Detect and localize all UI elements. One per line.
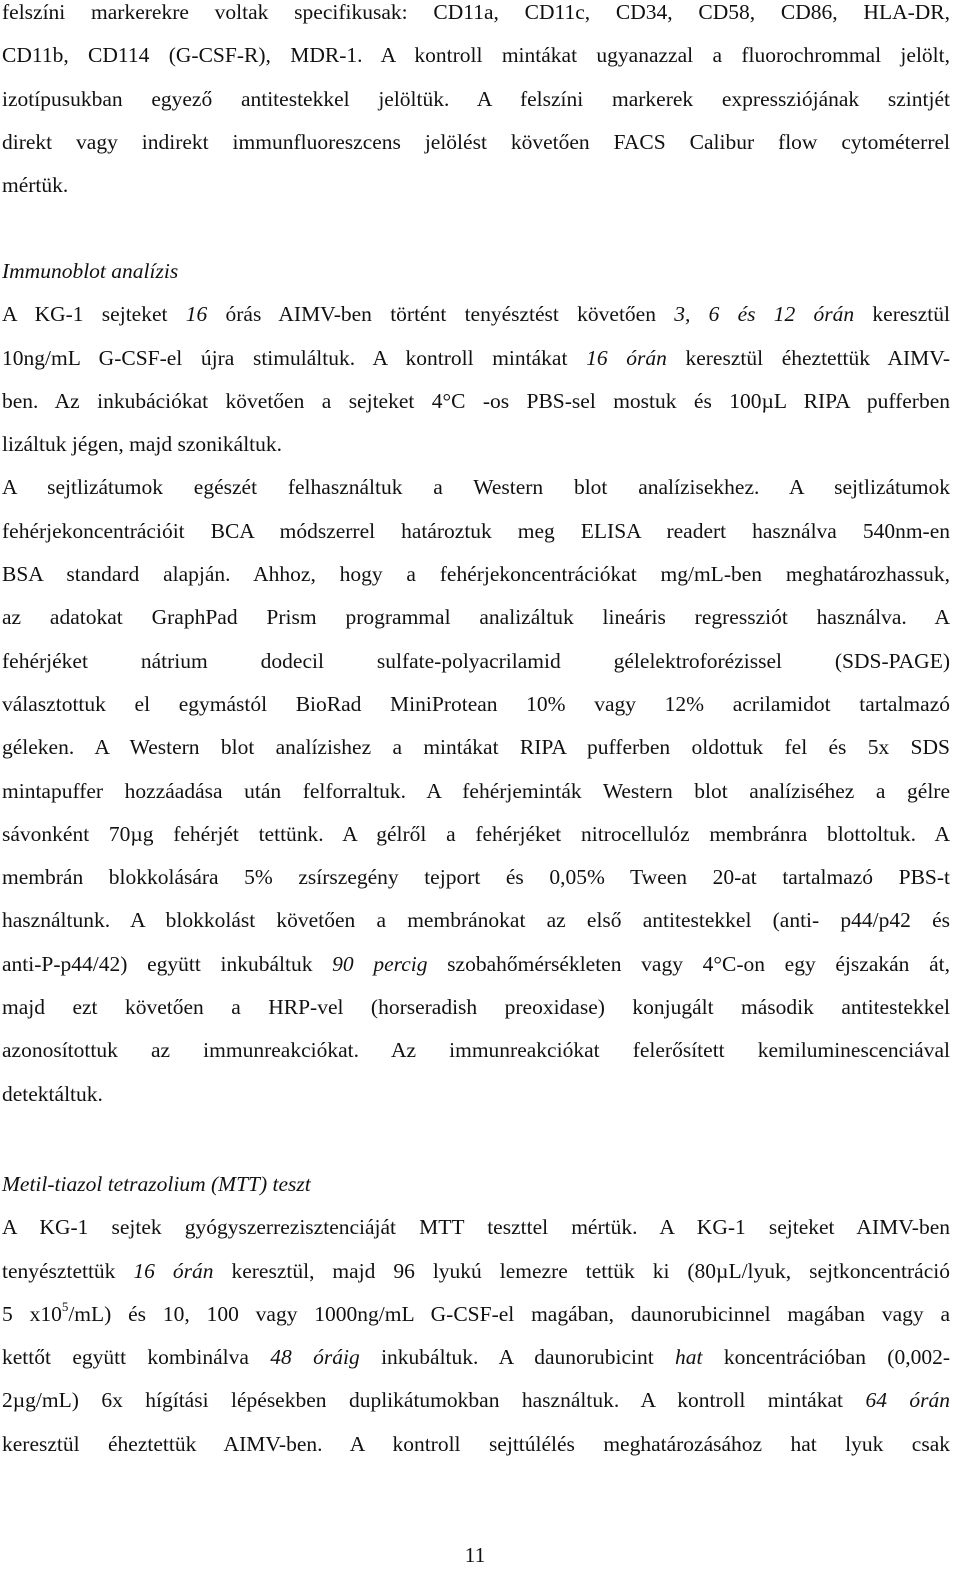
text-run: 2µg/mL) 6x hígítási lépésekben duplikátumokban használtuk. A kontroll mintákat [2, 1388, 866, 1413]
text-run: kettőt együtt kombinálva [2, 1345, 271, 1370]
text-line: azonosítottuk az immunreakciókat. Az immunreakciókat felerősített kemiluminescenciával [2, 1038, 950, 1063]
section-heading: Metil-tiazol tetrazolium (MTT) teszt [2, 1172, 311, 1196]
text-line: választottuk el egymástól BioRad MiniProtean 10% vagy 12% acrilamidot tartalmazó [2, 691, 950, 716]
text-line: direkt vagy indirekt immunfluoreszcens jelölést követően FACS Calibur flow cytométerrel [2, 129, 950, 154]
immunoblot-section [2, 250, 950, 1116]
text-line: CD11b, CD114 (G-CSF-R), MDR-1. A kontroll mintákat ugyanazzal a fluorochrommal jelölt, [2, 43, 950, 68]
italic-run: 90 percig [332, 951, 428, 976]
text-line: lizáltuk jégen, majd szonikáltuk. [2, 432, 283, 457]
text-line [2, 293, 950, 336]
text-line: mértük. [2, 173, 69, 198]
italic-run: hat [675, 1345, 703, 1370]
text-line: fehérjéket nátrium dodecil sulfate-polyacrilamid gélelektroforézissel (SDS-PAGE) [2, 648, 950, 673]
text-line: felszíni markerekre voltak specifikusak: CD11a, CD11c, CD34, CD58, CD86, HLA-DR, [2, 0, 950, 24]
italic-run: 16 órán [586, 345, 667, 370]
text-run: inkubáltuk. A daunorubicint [359, 1345, 676, 1370]
text-line: az adatokat GraphPad Prism programmal analizáltuk lineáris regressziót használva. A [2, 605, 950, 630]
text-line [2, 1379, 950, 1422]
italic-run: 48 óráig [270, 1345, 360, 1370]
text-run: koncentrációban (0,002- [702, 1345, 950, 1370]
page-number: 11 [464, 1543, 486, 1567]
text-run: keresztül éheztettük AIMV- [666, 345, 950, 370]
text-run: tenyésztettük [2, 1258, 134, 1283]
italic-run: 3, 6 és 12 órán [674, 302, 855, 327]
text-line [2, 1250, 950, 1293]
text-line [2, 943, 950, 986]
text-line: izotípusukban egyező antitestekkel jelöltük. A felszíni markerek expressziójának szintjét [2, 86, 950, 111]
text-line: használtunk. A blokkolást követően a membránokat az első antitestekkel (anti- p44/p42 és [2, 908, 950, 933]
section-heading: Immunoblot analízis [2, 259, 179, 283]
italic-run: 64 órán [865, 1388, 950, 1413]
text-line: sávonként 70µg fehérjét tettünk. A gélről a fehérjéket nitrocellulóz membránra blottoltuk. A [2, 821, 950, 846]
text-line: A KG-1 sejtek gyógyszerrezisztenciáját MTT teszttel mértük. A KG-1 sejteket AIMV-ben [2, 1215, 950, 1240]
text-line: membrán blokkolására 5% zsírszegény tejport és 0,05% Tween 20-at tartalmazó PBS-t [2, 865, 950, 890]
text-line: mintapuffer hozzáadása után felforraltuk. A fehérjeminták Western blot analíziséhez a gélre [2, 778, 950, 803]
italic-run: 16 [185, 302, 208, 327]
text-line: fehérjekoncentrációit BCA módszerrel határoztuk meg ELISA readert használva 540nm-en [2, 518, 950, 543]
text-run: szobahőmérsékleten vagy 4°C-on egy éjszakán át, [427, 951, 950, 976]
text-run: 10ng/mL G-CSF-el újra stimuláltuk. A kontroll mintákat [2, 345, 587, 370]
text-run: 5 x10 [2, 1301, 62, 1326]
text-line [2, 1336, 950, 1379]
italic-run: 16 órán [133, 1258, 214, 1283]
text-line: BSA standard alapján. Ahhoz, hogy a fehérjekoncentrációkat mg/mL-ben meghatározhassuk, [2, 562, 950, 587]
text-run: anti-P-p44/42) együtt inkubáltuk [2, 951, 333, 976]
text-run: órás AIMV-ben történt tenyésztést követően [207, 302, 675, 327]
text-line: ben. Az inkubációkat követően a sejteket 4°C -os PBS-sel mostuk és 100µL RIPA pufferben [2, 388, 950, 413]
text-line: detektáltuk. [2, 1081, 103, 1106]
text-run: keresztül, majd 96 lyukú lemezre tettük ki (80µL/lyuk, sejtkoncentráció [213, 1258, 950, 1283]
mtt-section [2, 1163, 950, 1466]
text-line: A sejtlizátumok egészét felhasználtuk a Western blot analízisekhez. A sejtlizátumok [2, 475, 950, 500]
intro-paragraph [2, 0, 950, 207]
text-run: keresztül [854, 302, 950, 327]
text-line: majd ezt követően a HRP-vel (horseradish preoxidase) konjugált második antitestekkel [2, 995, 950, 1020]
text-line: géleken. A Western blot analízishez a mintákat RIPA pufferben oldottuk fel és 5x SDS [2, 735, 950, 760]
text-line: keresztül éheztettük AIMV-ben. A kontroll sejttúlélés meghatározásához hat lyuk csak [2, 1431, 950, 1456]
text-run: /mL) és 10, 100 vagy 1000ng/mL G-CSF-el magában, daunorubicinnel magában vagy a [68, 1301, 950, 1326]
text-run: A KG-1 sejteket [2, 302, 186, 327]
text-line [2, 337, 950, 380]
text-line [2, 1293, 950, 1336]
superscript: 5 [61, 1298, 69, 1314]
